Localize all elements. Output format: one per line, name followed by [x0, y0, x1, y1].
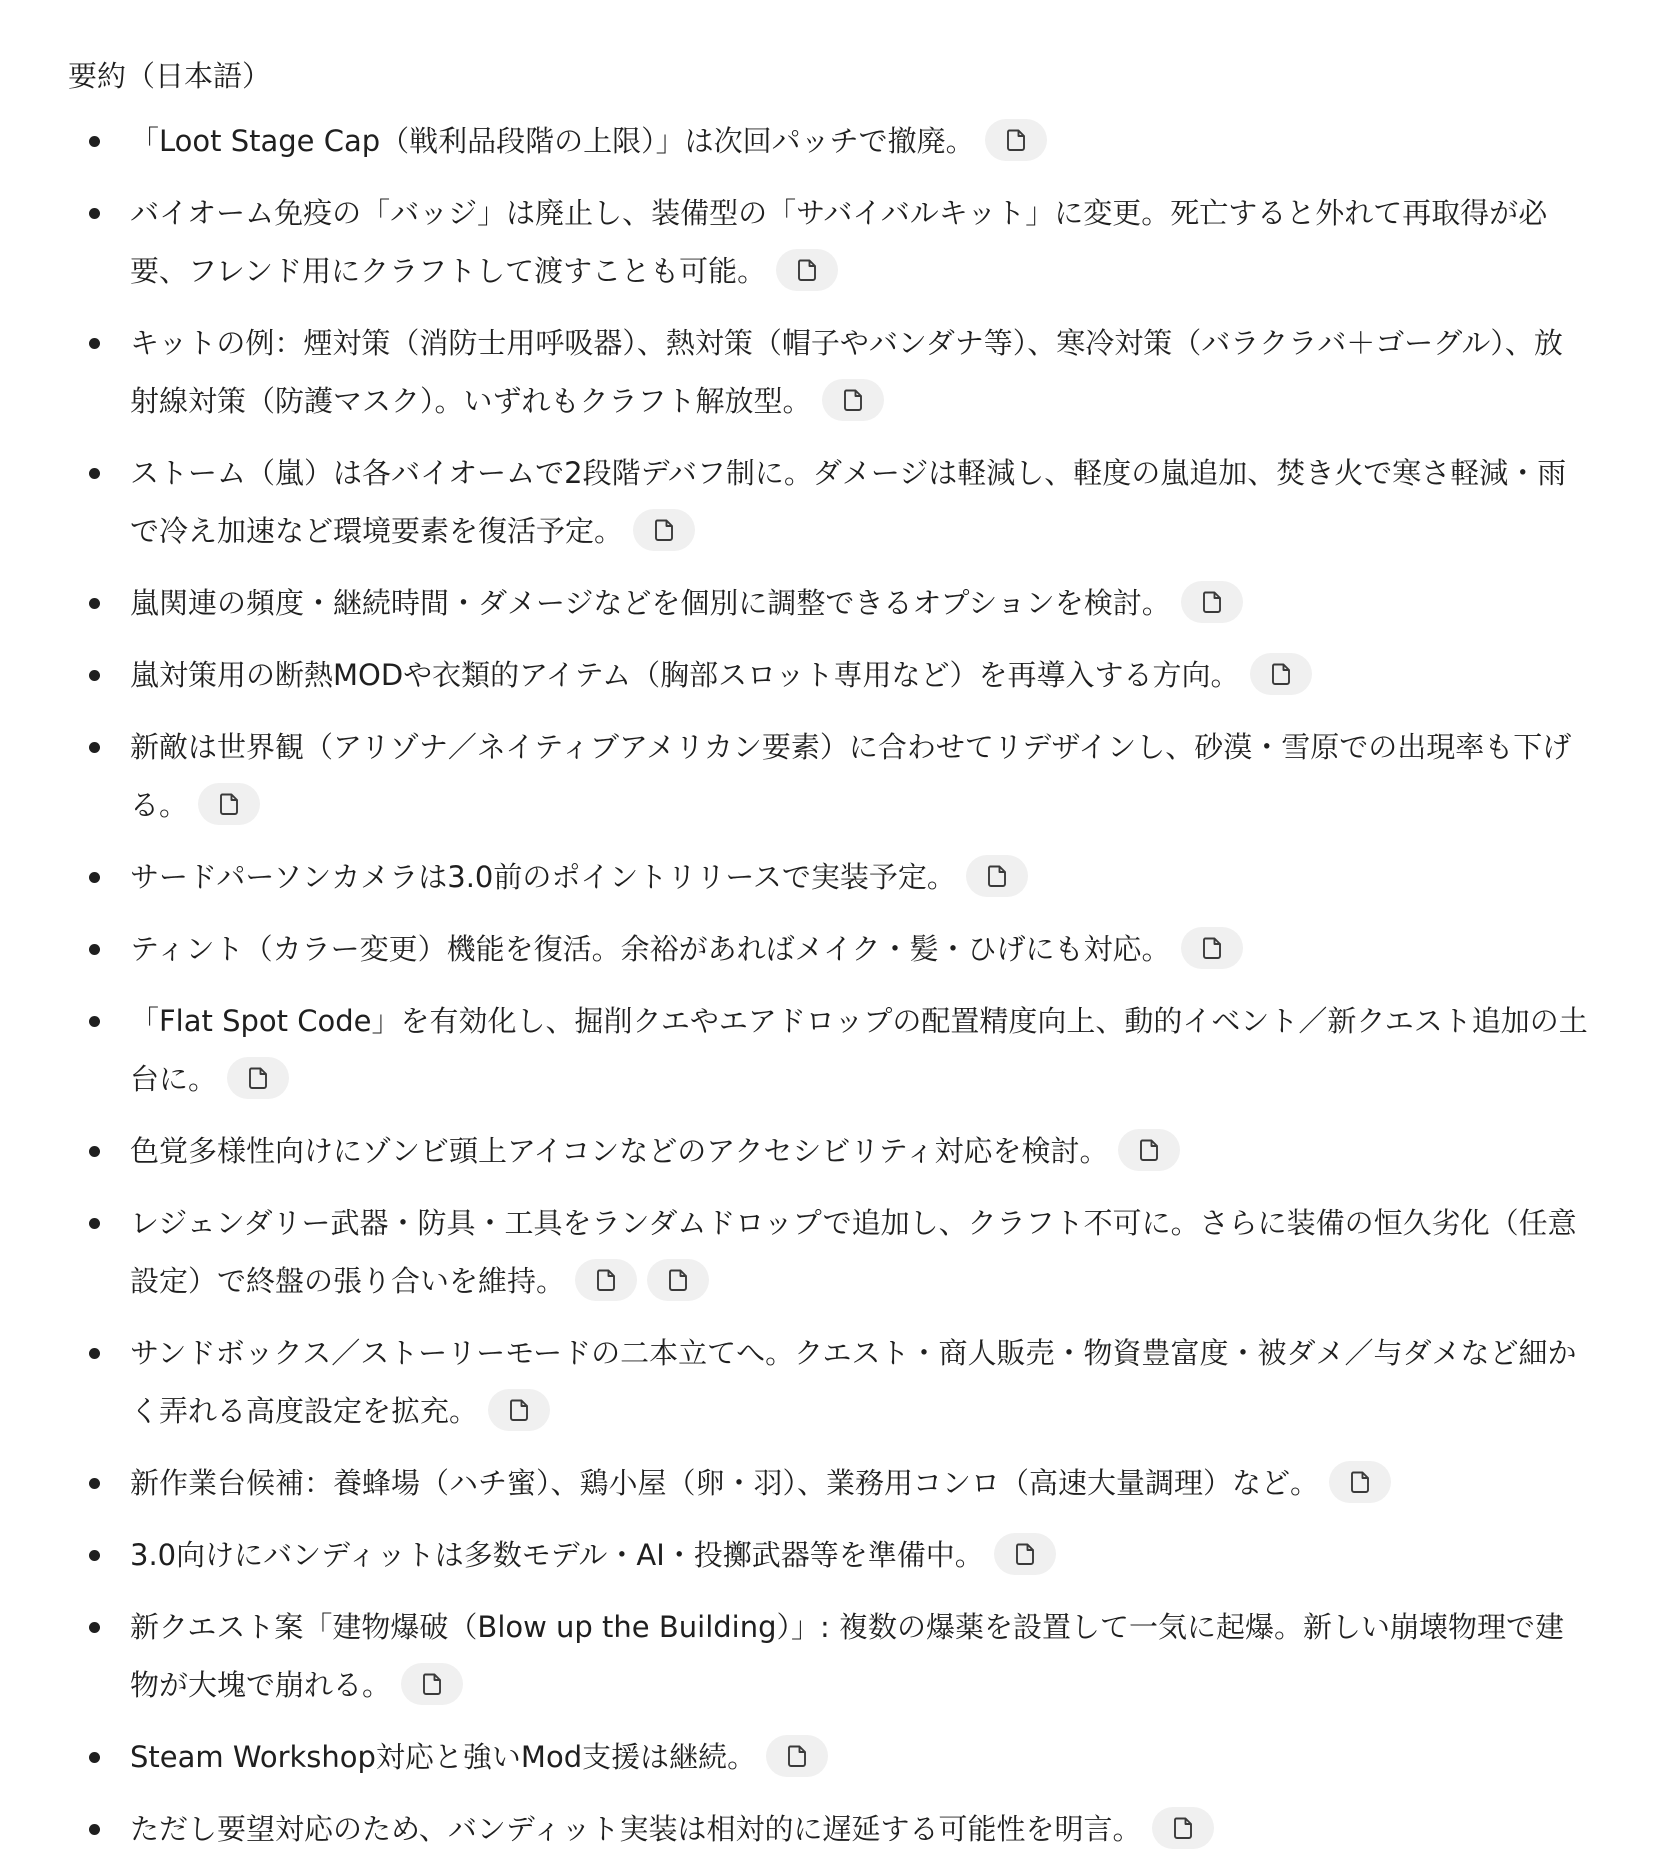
list-item — [68, 646, 1588, 704]
citation-button[interactable] — [1152, 1807, 1214, 1849]
citation-button[interactable] — [1250, 653, 1312, 695]
document-icon — [667, 1268, 689, 1292]
list-item-text: ただし要望対応のため、バンディット実装は相対的に遅延する可能性を明言。 — [130, 1812, 1142, 1846]
list-item — [68, 444, 1588, 560]
citation-button[interactable] — [776, 249, 838, 291]
citation-button[interactable] — [633, 509, 695, 551]
document-icon — [653, 518, 675, 542]
list-item-text: 「Flat Spot Code」を有効化し、掘削クエやエアドロップの配置精度向上、動的イベント／新クエスト追加の土台に。 — [130, 1004, 1588, 1096]
citation-button[interactable] — [1329, 1461, 1391, 1503]
document-icon — [218, 792, 240, 816]
list-item-text: 色覚多様性向けにゾンビ頭上アイコンなどのアクセシビリティ対応を検討。 — [130, 1134, 1109, 1168]
citation-button[interactable] — [488, 1389, 550, 1431]
citation-button[interactable] — [966, 855, 1028, 897]
document-icon — [1349, 1470, 1371, 1494]
citation-button[interactable] — [647, 1259, 709, 1301]
list-item — [68, 920, 1588, 978]
summary-list — [68, 112, 1588, 1858]
list-item-text: ティント（カラー変更）機能を復活。余裕があればメイク・髪・ひげにも対応。 — [130, 932, 1171, 966]
document-icon — [421, 1672, 443, 1696]
list-item — [68, 992, 1588, 1108]
list-item-text: ストーム（嵐）は各バイオームで2段階デバフ制に。ダメージは軽減し、軽度の嵐追加、焚き火で寒さ軽減・雨で冷え加速など環境要素を復活予定。 — [130, 456, 1567, 548]
summary-content — [68, 52, 1588, 1872]
document-icon — [1172, 1816, 1194, 1840]
citation-button[interactable] — [198, 783, 260, 825]
citation-button[interactable] — [1181, 581, 1243, 623]
list-item — [68, 1728, 1588, 1786]
list-item-text: 嵐関連の頻度・継続時間・ダメージなどを個別に調整できるオプションを検討。 — [130, 586, 1171, 620]
list-item-text: 新クエスト案「建物爆破（Blow up the Building）」: 複数の爆薬を設置して一気に起爆。新しい崩壊物理で建物が大塊で崩れる。 — [130, 1610, 1565, 1702]
list-item — [68, 112, 1588, 170]
list-item — [68, 1454, 1588, 1512]
list-item-text: レジェンダリー武器・防具・工具をランダムドロップで追加し、クラフト不可に。さらに装備の恒久劣化（任意設定）で終盤の張り合いを維持。 — [130, 1206, 1577, 1298]
citation-button[interactable] — [985, 119, 1047, 161]
citation-button[interactable] — [1118, 1129, 1180, 1171]
list-item-text: サードパーソンカメラは3.0前のポイントリリースで実装予定。 — [130, 860, 956, 894]
document-icon — [1201, 936, 1223, 960]
document-icon — [1005, 128, 1027, 152]
document-icon — [595, 1268, 617, 1292]
document-icon — [247, 1066, 269, 1090]
citation-button[interactable] — [994, 1533, 1056, 1575]
list-item-text: 嵐対策用の断熱MODや衣類的アイテム（胸部スロット専用など）を再導入する方向。 — [130, 658, 1240, 692]
list-item — [68, 574, 1588, 632]
document-icon — [1014, 1542, 1036, 1566]
list-item — [68, 718, 1588, 834]
document-icon — [1270, 662, 1292, 686]
list-item — [68, 314, 1588, 430]
document-icon — [796, 258, 818, 282]
list-item — [68, 1324, 1588, 1440]
citation-button[interactable] — [401, 1663, 463, 1705]
document-icon — [508, 1398, 530, 1422]
document-icon — [842, 388, 864, 412]
summary-heading: 要約（日本語） — [68, 59, 272, 93]
list-item — [68, 184, 1588, 300]
citation-button[interactable] — [575, 1259, 637, 1301]
list-item — [68, 1598, 1588, 1714]
list-item — [68, 1800, 1588, 1858]
list-item-text: 新敵は世界観（アリゾナ／ネイティブアメリカン要素）に合わせてリデザインし、砂漠・雪原での出現率も下げる。 — [130, 730, 1572, 822]
list-item — [68, 1122, 1588, 1180]
list-item-text: 新作業台候補：養蜂場（ハチ蜜）、鶏小屋（卵・羽）、業務用コンロ（高速大量調理）など。 — [130, 1466, 1320, 1500]
list-item-text: サンドボックス／ストーリーモードの二本立てへ。クエスト・商人販売・物資豊富度・被ダメ／与ダメなど細かく弄れる高度設定を拡充。 — [130, 1336, 1577, 1428]
list-item-text: キットの例：煙対策（消防士用呼吸器）、熱対策（帽子やバンダナ等）、寒冷対策（バラクラバ＋ゴーグル）、放射線対策（防護マスク）。いずれもクラフト解放型。 — [130, 326, 1563, 418]
document-icon — [986, 864, 1008, 888]
list-item — [68, 1526, 1588, 1584]
citation-button[interactable] — [227, 1057, 289, 1099]
list-item — [68, 848, 1588, 906]
list-item-text: 「Loot Stage Cap（戦利品段階の上限）」は次回パッチで撤廃。 — [130, 124, 975, 158]
list-item-text: バイオーム免疫の「バッジ」は廃止し、装備型の「サバイバルキット」に変更。死亡すると外れて再取得が必要、フレンド用にクラフトして渡すことも可能。 — [130, 196, 1548, 288]
citation-button[interactable] — [822, 379, 884, 421]
list-item-text: 3.0向けにバンディットは多数モデル・AI・投擲武器等を準備中。 — [130, 1538, 984, 1572]
document-icon — [786, 1744, 808, 1768]
citation-button[interactable] — [766, 1735, 828, 1777]
list-item-text: Steam Workshop対応と強いMod支援は継続。 — [130, 1740, 757, 1774]
citation-button[interactable] — [1181, 927, 1243, 969]
document-icon — [1201, 590, 1223, 614]
document-icon — [1138, 1138, 1160, 1162]
list-item — [68, 1194, 1588, 1310]
